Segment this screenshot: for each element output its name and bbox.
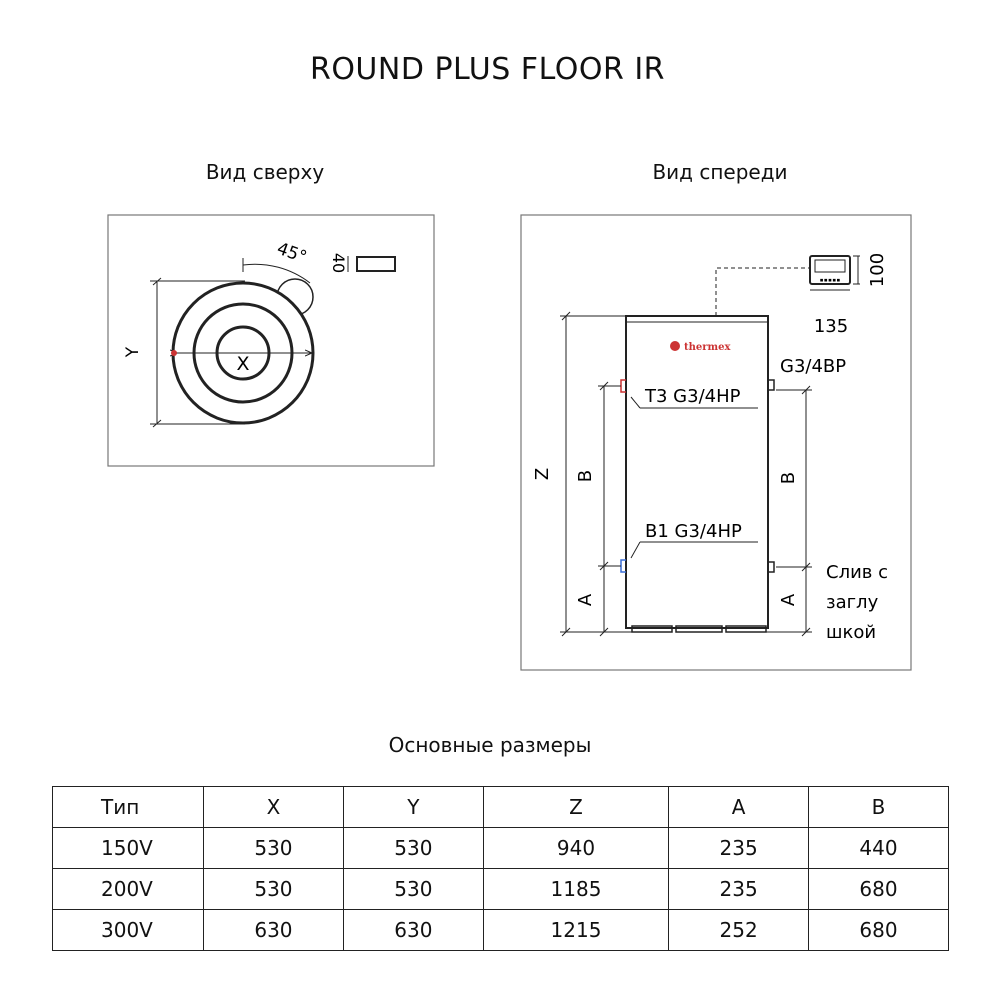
drain-label-line1: Слив с bbox=[826, 562, 888, 583]
front-view-panel bbox=[521, 215, 911, 670]
panel-height-label: 100 bbox=[867, 252, 888, 288]
table-row bbox=[53, 828, 949, 869]
dimensions-table bbox=[52, 786, 949, 951]
table-cell: 530 bbox=[204, 828, 344, 869]
table-cell: 150V bbox=[53, 828, 204, 869]
control-buttons-icon: ▪▪▪▪▪ bbox=[819, 276, 841, 284]
t3-label: T3 G3/4HP bbox=[645, 386, 741, 407]
brand-logo-text: thermex bbox=[684, 342, 731, 353]
table-cell: 1185 bbox=[483, 869, 668, 910]
header-cell: A bbox=[669, 787, 809, 828]
z-label: Z bbox=[532, 467, 553, 481]
panel-width-label: 135 bbox=[813, 316, 849, 337]
table-cell: 680 bbox=[809, 869, 949, 910]
front-view-label: Вид спереди bbox=[652, 160, 788, 184]
tank-body bbox=[626, 316, 768, 628]
b1-label: B1 G3/4HP bbox=[645, 521, 742, 542]
angle-label: 45° bbox=[274, 238, 310, 268]
header-cell: Тип bbox=[53, 787, 204, 828]
right-a-label: A bbox=[778, 593, 799, 607]
right-b-label: B bbox=[778, 471, 799, 485]
diagram-title: ROUND PLUS FLOOR IR bbox=[309, 52, 666, 87]
y-label: Y bbox=[123, 346, 143, 358]
table-title: Основные размеры bbox=[388, 733, 592, 757]
top-view-label: Вид сверху bbox=[205, 160, 325, 184]
table-cell: 440 bbox=[809, 828, 949, 869]
table-cell: 680 bbox=[809, 910, 949, 951]
table-cell: 630 bbox=[343, 910, 483, 951]
table-cell: 235 bbox=[669, 828, 809, 869]
table-cell: 530 bbox=[204, 869, 344, 910]
brand-logo-icon bbox=[670, 341, 680, 351]
header-cell: Z bbox=[483, 787, 668, 828]
drain-label-line3: шкой bbox=[826, 622, 877, 643]
top-view-panel bbox=[108, 215, 434, 466]
table-header-row bbox=[53, 787, 949, 828]
right-outlet-label: G3/4BP bbox=[780, 356, 847, 377]
header-cell: X bbox=[204, 787, 344, 828]
red-port-marker bbox=[171, 350, 177, 356]
control-box-top bbox=[357, 257, 395, 271]
left-a-label: A bbox=[575, 593, 596, 607]
table-row bbox=[53, 910, 949, 951]
table-cell: 1215 bbox=[483, 910, 668, 951]
table-cell: 235 bbox=[669, 869, 809, 910]
table-cell: 300V bbox=[53, 910, 204, 951]
x-label: X bbox=[236, 353, 250, 375]
offset-label: 40 bbox=[329, 252, 348, 274]
header-cell: B bbox=[809, 787, 949, 828]
left-b-label: B bbox=[575, 469, 596, 483]
table-cell: 940 bbox=[483, 828, 668, 869]
table-cell: 252 bbox=[669, 910, 809, 951]
table-cell: 200V bbox=[53, 869, 204, 910]
control-cable bbox=[716, 268, 810, 316]
table-cell: 630 bbox=[204, 910, 344, 951]
table-row bbox=[53, 869, 949, 910]
table-cell: 530 bbox=[343, 828, 483, 869]
drain-label-line2: заглу bbox=[826, 592, 879, 613]
table-cell: 530 bbox=[343, 869, 483, 910]
header-cell: Y bbox=[343, 787, 483, 828]
